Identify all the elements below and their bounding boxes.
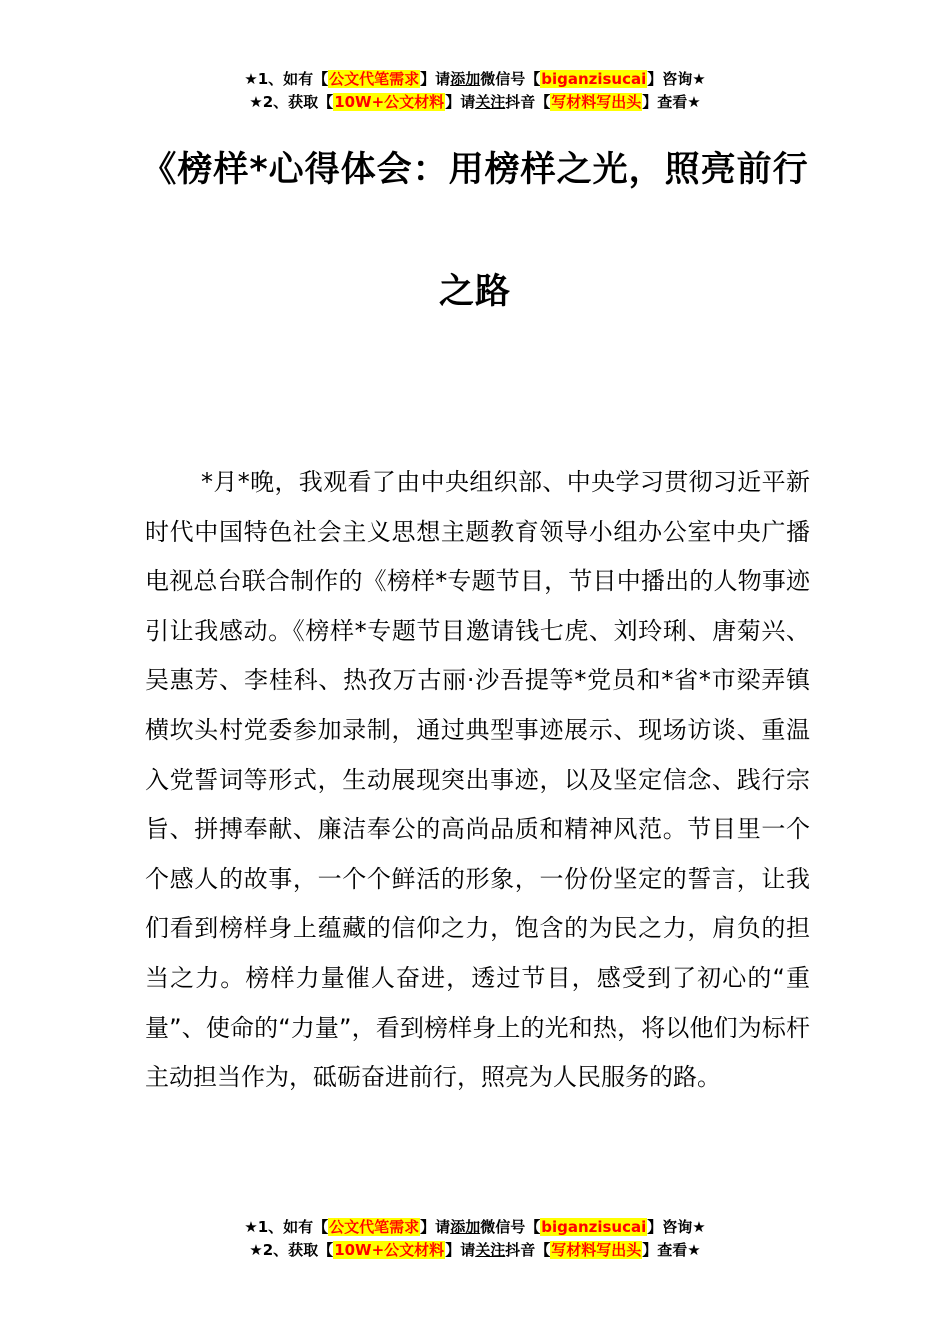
highlight-wechat-id: biganzisucai: [541, 70, 647, 88]
footer-banner: [0, 1216, 950, 1262]
document-title-line-1: 《榜样*心得体会：用榜样之光，照亮前行: [141, 150, 809, 190]
highlight-service: 公文代笔需求: [329, 1218, 420, 1236]
banner-line-2: ★2、获取【10W+公文材料】请关注抖音【写材料写出头】查看★: [249, 93, 701, 111]
banner-line-2: ★2、获取【10W+公文材料】请关注抖音【写材料写出头】查看★: [249, 1241, 701, 1259]
body-paragraph: *月*晚，我观看了由中央组织部、中央学习贯彻习近平新时代中国特色社会主义思想主题教育领导小组办公室中央广播电视总台联合制作的《榜样*专题节目，节目中播出的人物事迹引让我感动。《榜样*专题节目邀请钱七虎、刘玲琍、唐菊兴、吴惠芳、李桂科、热孜万古丽·沙吾提等*党员和*省*市梁弄镇横坎头村党委参加录制，通过典型事迹展示、现场访谈、重温入党誓词等形式，生动展现突出事迹，以及坚定信念、践行宗旨、拼搏奉献、廉洁奉公的高尚品质和精神风范。节目里一个个感人的故事，一个个鲜活的形象，一份份坚定的誓言，让我们看到榜样身上蕴藏的信仰之力，饱含的为民之力，肩负的担当之力。榜样力量催人奋进，透过节目，感受到了初心的“重量”、使命的“力量”，看到榜样身上的光和热，将以他们为标杆主动担当作为，砥砺奋进前行，照亮为人民服务的路。: [145, 468, 810, 1092]
emphasis-follow: 关注: [475, 93, 506, 111]
emphasis-follow: 关注: [475, 1241, 506, 1259]
emphasis-add: 添加: [450, 1218, 481, 1236]
banner-line-1: ★1、如有【公文代笔需求】请添加微信号【biganzisucai】咨询★: [244, 70, 706, 88]
highlight-douyin: 写材料写出头: [551, 93, 642, 111]
highlight-douyin: 写材料写出头: [551, 1241, 642, 1259]
highlight-materials: 10W+公文材料: [334, 93, 445, 111]
highlight-service: 公文代笔需求: [329, 70, 420, 88]
emphasis-add: 添加: [450, 70, 481, 88]
document-title-line-2: 之路: [438, 272, 511, 312]
highlight-materials: 10W+公文材料: [334, 1241, 445, 1259]
header-banner: [0, 68, 950, 114]
banner-line-1: ★1、如有【公文代笔需求】请添加微信号【biganzisucai】咨询★: [244, 1218, 706, 1236]
highlight-wechat-id: biganzisucai: [541, 1218, 647, 1236]
